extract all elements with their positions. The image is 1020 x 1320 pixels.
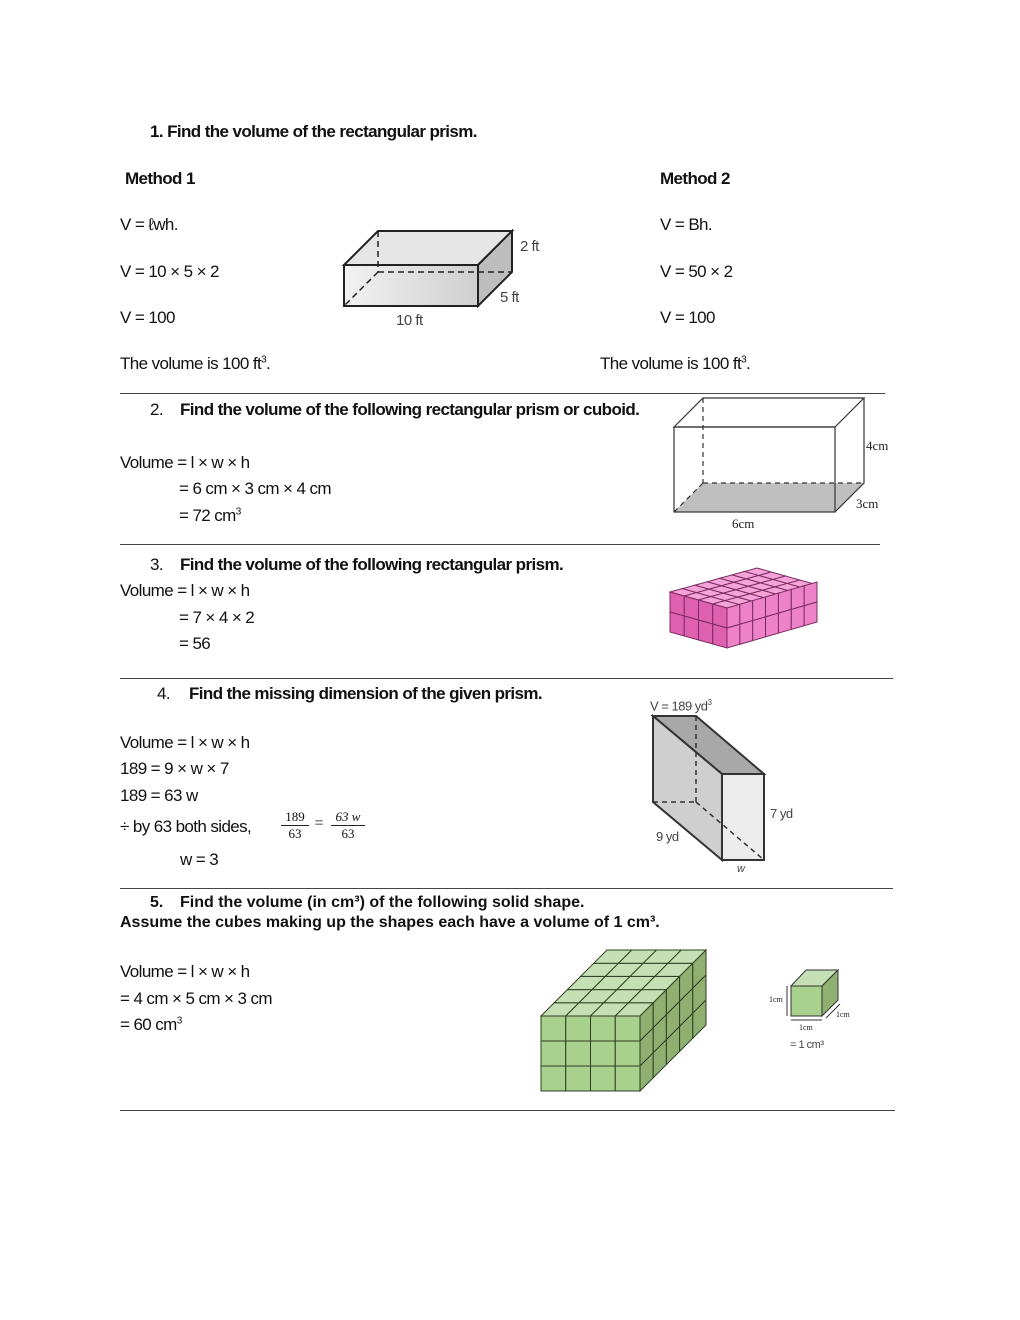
divider — [120, 393, 885, 394]
q2-heading: Find the volume of the following rectangular prism or cuboid. — [180, 400, 640, 419]
q4-line: w = 3 — [180, 850, 219, 869]
method2-title: Method 2 — [660, 169, 730, 188]
q2-line: = 72 $cm^3$ — [179, 506, 241, 525]
q2-number: 2. — [150, 400, 163, 419]
method2-conclusion: The volume is 100 $ft^3$. — [600, 354, 751, 373]
fraction-right: $\frac{63 w}{63}$ — [331, 809, 365, 842]
divider — [120, 544, 880, 545]
method2-line: V = Bh. — [660, 215, 713, 234]
q3-number: 3. — [150, 555, 163, 574]
q5-number: 5. — [150, 894, 164, 911]
unit-cube-h-label: 1cm — [769, 995, 783, 1004]
unit-cube-face — [615, 1066, 640, 1091]
unit-cube-face — [541, 1041, 566, 1066]
unit-cube-face — [740, 621, 753, 645]
q2-line: Volume = l × w × h — [120, 453, 250, 472]
unit-cube-face — [566, 1066, 591, 1091]
q4-line: 189 = 63 w — [120, 786, 198, 805]
unit-cube-face — [591, 1041, 616, 1066]
divider — [120, 678, 893, 679]
unit-cube-face — [566, 1041, 591, 1066]
q3-line: Volume = l × w × h — [120, 581, 250, 600]
unit-cube-face — [670, 612, 684, 636]
unit-cube-d-label: 1cm — [836, 1010, 850, 1019]
q4-width-label: w — [737, 863, 745, 875]
q5-subheading: Assume the cubes making up the shapes each have a volume of 1 cm³. — [120, 914, 660, 931]
q2-line: = 6 cm × 3 cm × 4 cm — [179, 479, 331, 498]
q3-cube-stack-figure — [670, 568, 817, 648]
q1-heading: 1. Find the volume of the rectangular prism. — [150, 122, 477, 141]
unit-cube-face — [615, 1041, 640, 1066]
unit-cube-face — [727, 624, 740, 648]
q1-height-label: 2 ft — [520, 238, 539, 255]
method1-line: V = ℓwh. — [120, 215, 178, 234]
q1-length-label: 10 ft — [396, 312, 423, 329]
q4-line: ÷ by 63 both sides, — [120, 817, 252, 836]
unit-cube-face — [766, 613, 779, 637]
divider — [120, 888, 893, 889]
unit-cube-w-label: 1cm — [799, 1023, 813, 1032]
unit-cube-figure — [787, 970, 840, 1020]
unit-cube-face — [804, 602, 817, 626]
q1-width-label: 5 ft — [500, 289, 519, 306]
method1-conclusion: The volume is 100 $ft^3$. — [120, 354, 271, 373]
q5-line: = 60 $cm^3$ — [120, 1015, 182, 1034]
q1-prism-figure — [344, 231, 512, 306]
q4-volume-label: V = 189 $yd^3$ — [650, 698, 712, 714]
q5-cube-stack-figure — [541, 950, 706, 1091]
q3-heading: Find the volume of the following rectangular prism. — [180, 555, 564, 574]
q2-height-label: 4cm — [866, 438, 889, 453]
unit-cube-face — [791, 606, 804, 630]
q4-line: Volume = l × w × h — [120, 733, 250, 752]
q4-number: 4. — [157, 684, 170, 703]
q5-line: Volume = l × w × h — [120, 962, 250, 981]
unit-cube-face — [591, 1066, 616, 1091]
unit-cube-face — [753, 617, 766, 641]
method1-line: V = 100 — [120, 308, 175, 327]
unit-cube-face — [541, 1016, 566, 1041]
fraction-left: $\frac{189}{63}$ — [281, 809, 309, 842]
unit-cube-face — [615, 1016, 640, 1041]
unit-cube-face — [541, 1066, 566, 1091]
unit-cube-face — [566, 1016, 591, 1041]
q2-width-label: 3cm — [856, 496, 879, 511]
q4-heading: Find the missing dimension of the given prism. — [189, 684, 543, 703]
q3-line: = 7 × 4 × 2 — [179, 608, 255, 627]
divider — [120, 1110, 895, 1111]
q2-length-label: 6cm — [732, 516, 755, 531]
method1-line: V = 10 × 5 × 2 — [120, 262, 219, 281]
unit-cube-face — [591, 1016, 616, 1041]
q2-cuboid-figure — [674, 398, 864, 512]
unit-cube-caption: = 1 cm³ — [790, 1039, 824, 1051]
unit-cube-face — [699, 620, 713, 644]
q3-line: = 56 — [179, 634, 211, 653]
q5-line: = 4 cm × 5 cm × 3 cm — [120, 989, 272, 1008]
unit-cube-face — [778, 609, 791, 633]
method2-line: V = 100 — [660, 308, 715, 327]
q4-line: 189 = 9 × w × 7 — [120, 759, 229, 778]
q5-heading: Find the volume (in cm³) of the following solid shape. — [180, 894, 585, 911]
unit-cube-face — [684, 616, 698, 640]
q4-length-label: 9 yd — [656, 829, 679, 844]
method1-title: Method 1 — [125, 169, 195, 188]
method2-line: V = 50 × 2 — [660, 262, 733, 281]
fraction-equals: = — [314, 815, 324, 832]
unit-cube-face — [713, 624, 727, 648]
q4-height-label: 7 yd — [770, 806, 793, 821]
